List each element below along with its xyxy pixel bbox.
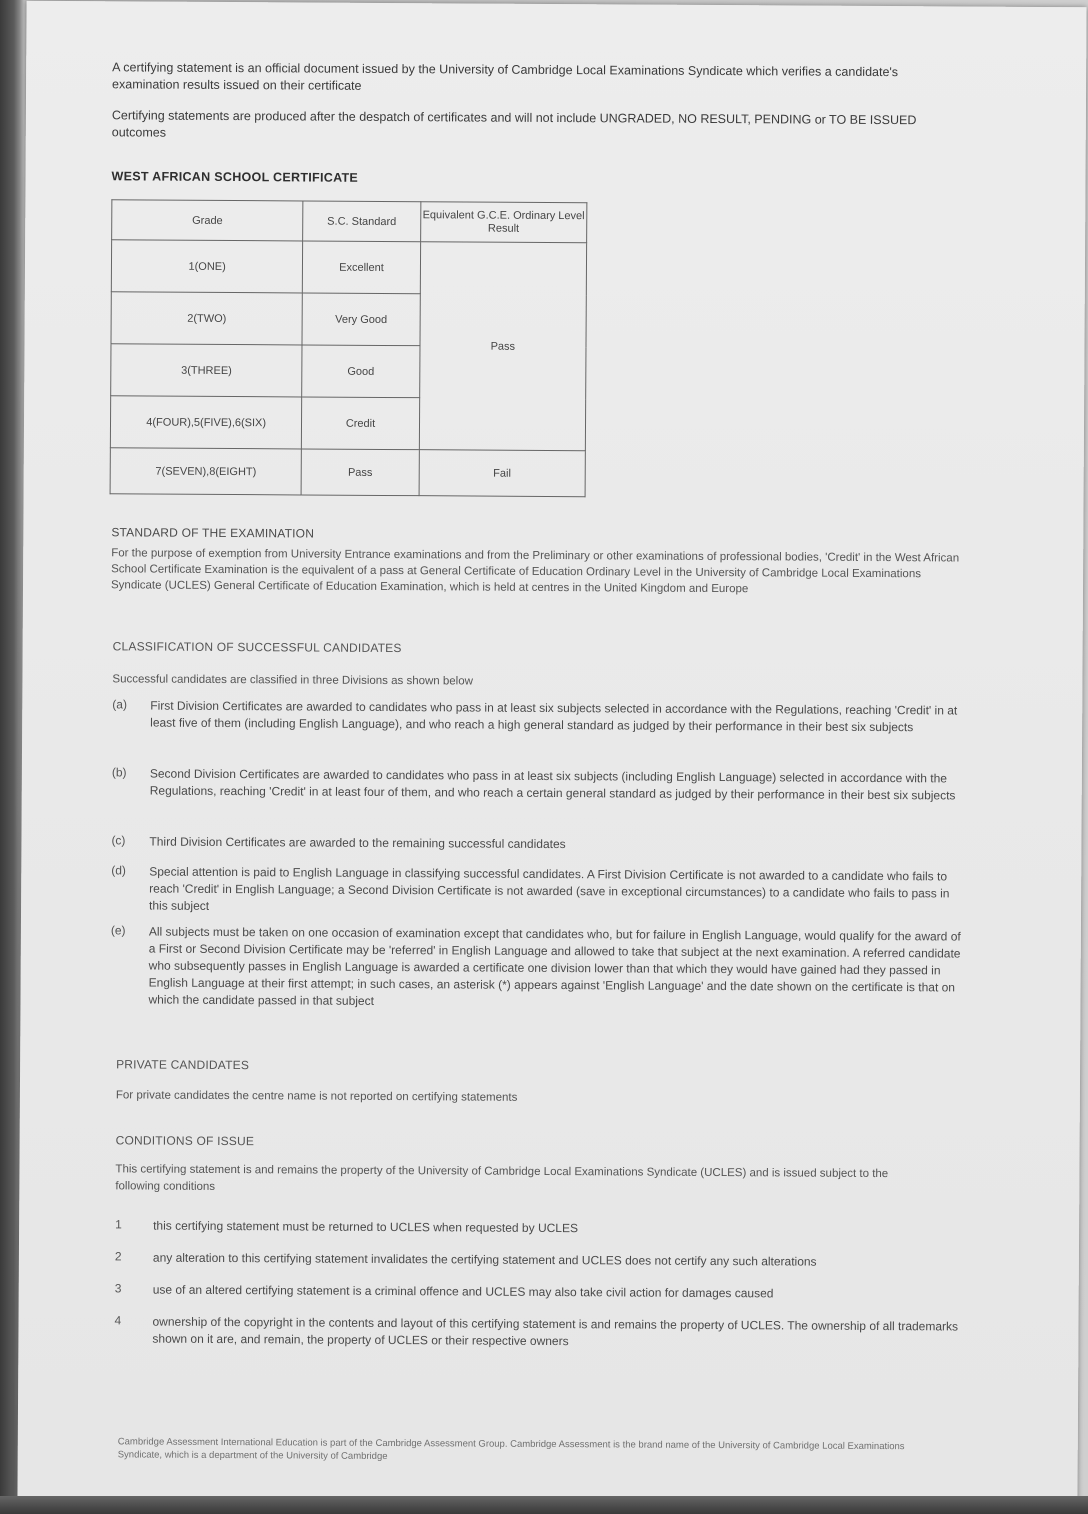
standard-cell: Credit [302, 397, 420, 450]
list-item [115, 1249, 955, 1274]
private-body: For private candidates the centre name is not reported on certifying statements [115, 1089, 518, 1104]
list-marker: (b) [111, 765, 127, 780]
list-item [112, 697, 958, 758]
standard-cell: Pass [301, 449, 419, 496]
list-item [111, 765, 956, 826]
list-marker: 1 [115, 1217, 122, 1232]
list-text: ownership of the copyright in the contents and layout of this certifying statement is and remains the property of UCLES. The ownership of all trademarks shown on it are, and remain, the property of UCLES or their respective owners [152, 1314, 959, 1349]
header-standard: S.C. Standard [303, 201, 421, 242]
list-marker: (d) [111, 863, 126, 878]
private-heading: PRIVATE CANDIDATES [116, 1057, 250, 1073]
header-equivalent: Equivalent G.C.E. Ordinary Level Result [420, 202, 587, 243]
grade-cell: 3(THREE) [111, 344, 303, 397]
standard-heading: STANDARD OF THE EXAMINATION [111, 525, 315, 541]
table-header-row [112, 200, 587, 243]
classification-intro: Successful candidates are classified in three Divisions as shown below [112, 673, 473, 688]
conditions-intro: This certifying statement is and remains the property of the University of Cambridge Local Examinations Syndicate (UCLES) and is issued subject to the following conditions [115, 1163, 889, 1193]
intro-paragraph-1: A certifying statement is an official document issued by the University of Cambridge Local Examinations Syndicate which verifies a candidate's examination results issued on their certificate [112, 60, 899, 93]
document-title: WEST AFRICAN SCHOOL CERTIFICATE [111, 169, 359, 185]
equivalent-fail-cell: Fail [419, 450, 586, 497]
header-grade: Grade [112, 200, 304, 241]
conditions-heading: CONDITIONS OF ISSUE [115, 1133, 255, 1149]
list-marker: 2 [114, 1249, 122, 1264]
list-marker: 3 [114, 1281, 122, 1296]
list-item [115, 1281, 955, 1306]
standard-cell: Very Good [302, 293, 420, 346]
list-text: use of an altered certifying statement is a criminal offence and UCLES may also take civil action for damages caused [152, 1282, 774, 1301]
list-marker: (c) [111, 833, 126, 848]
list-item [114, 1313, 959, 1358]
list-marker: 4 [114, 1313, 122, 1328]
grade-cell: 2(TWO) [111, 292, 303, 345]
equivalent-pass-cell: Pass [419, 242, 587, 451]
table-row [111, 240, 586, 295]
page-footer: Cambridge Assessment International Education is part of the Cambridge Assessment Group. Cambridge Assessment is the brand name of the University of Cambridge Local Examinations Syndicate, which is a department of the University of Cambridge [117, 1436, 905, 1463]
list-text: Special attention is paid to English Language in classifying successful candidates. A First Division Certificate is not awarded to a candidate who fails to reach 'Credit' in English Language; a Second Division Certificate is not awarded (save in exceptional circumstances) to a candidate who fails to pass in this subject [149, 864, 950, 913]
list-marker: (e) [110, 923, 126, 938]
classification-heading: CLASSIFICATION OF SUCCESSFUL CANDIDATES [112, 639, 402, 656]
list-marker: (a) [112, 697, 128, 712]
standard-body: For the purpose of exemption from University Entrance examinations and from the Preliminary or other examinations of professional bodies, 'Credit' in the West African School Certificate Examination is the equivalent of a pass at General Certificate of Education Ordinary Level in the University of Cambridge Local Examinations Syndicate (UCLES) General Certificate of Education Examination, which is held at centres in the United Kingdom and Europe [110, 547, 960, 596]
list-text: any alteration to this certifying statement invalidates the certifying statement and UCLES does not certify any such alterations [152, 1250, 817, 1269]
list-item [110, 923, 961, 1028]
standard-cell: Excellent [303, 241, 421, 294]
list-item [115, 1217, 955, 1242]
certifying-statement-page [17, 1, 1086, 1507]
list-text: First Division Certificates are awarded to candidates who pass in at least six subjects selected in accordance with the Regulations, reaching 'Credit' in at least five of them (including English Language), and who reach a high general standard as judged by their performance in their best six subjects [150, 698, 958, 735]
grade-cell: 7(SEVEN),8(EIGHT) [110, 448, 302, 495]
intro-paragraph-2: Certifying statements are produced after the despatch of certificates and will not include UNGRADED, NO RESULT, PENDING or TO BE ISSUED outcomes [111, 108, 917, 140]
photo-bottom-edge [0, 1496, 1088, 1514]
grade-cell: 4(FOUR),5(FIVE),6(SIX) [110, 396, 302, 449]
grade-table [110, 199, 588, 497]
list-item [111, 833, 951, 858]
standard-cell: Good [302, 345, 420, 398]
list-item [111, 863, 951, 924]
list-text: Third Division Certificates are awarded to the remaining successful candidates [149, 834, 566, 852]
list-text: this certifying statement must be returned to UCLES when requested by UCLES [153, 1218, 579, 1236]
list-text: All subjects must be taken on one occasion of examination except that candidates who, but for failure in English Language, would qualify for the award of a First or Second Division Certificate may be 'referred' in English Language and allowed to take that subject at the next examination. A referred candidate who subsequently passes in English Language is awarded a certificate one division lower than that which they would have gained had they passed in English Language at their first attempt; in such cases, an asterisk (*) appears against 'English Language' and the date shown on the certificate is that on which the candidate passed in that subject [148, 924, 961, 1008]
list-text: Second Division Certificates are awarded to candidates who pass in at least six subjects (including English Language) selected in accordance with the Regulations, reaching 'Credit' in at least four of them, and who reach a certain general standard as judged by their performance in their best six subjects [149, 766, 956, 803]
grade-cell: 1(ONE) [111, 240, 303, 293]
table-row [110, 448, 585, 497]
